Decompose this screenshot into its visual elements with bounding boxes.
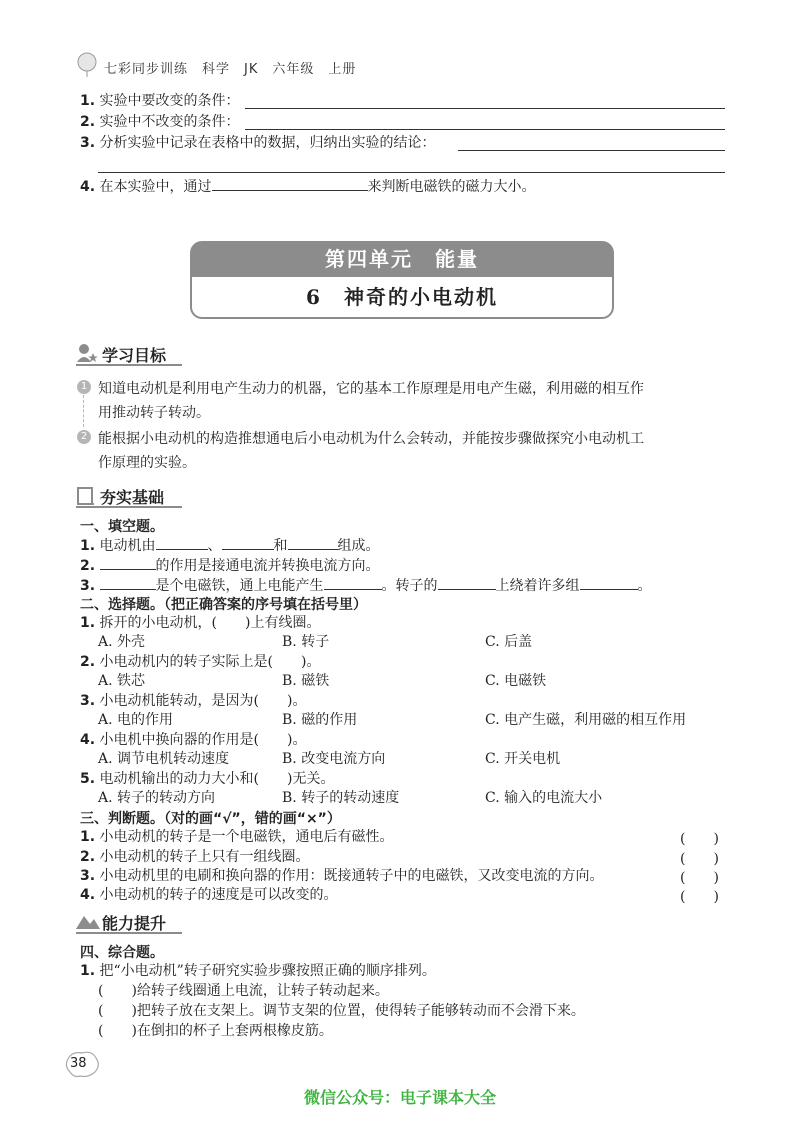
choice-option-b[interactable]: B. 转子的转动速度 xyxy=(282,790,400,806)
choice-option-a[interactable]: A. 调节电机转动速度 xyxy=(98,751,230,767)
choice-option-a[interactable]: A. 外壳 xyxy=(98,634,146,650)
fill-question-3: 3. 是个电磁铁，通上电能产生 。转子的 上绕着许多组 。 xyxy=(80,575,652,595)
mountain-icon xyxy=(76,912,100,930)
heading-underline xyxy=(76,364,182,366)
answer-paren[interactable]: ( ) xyxy=(680,851,719,867)
footer-watermark: 微信公众号：电子课本大全 xyxy=(303,1088,496,1107)
blank[interactable] xyxy=(580,575,638,590)
blank[interactable] xyxy=(288,535,338,550)
judge-question-4: 4. 小电动机的转子的速度是可以改变的。 xyxy=(80,887,338,903)
page-number: 38 xyxy=(70,1056,87,1071)
answer-paren[interactable]: ( ) xyxy=(680,870,719,886)
book-icon xyxy=(76,486,96,506)
choice-option-b[interactable]: B. 磁的作用 xyxy=(282,712,358,728)
blank[interactable] xyxy=(324,575,382,590)
answer-line[interactable] xyxy=(98,172,725,173)
prev-question-3: 3. 分析实验中记录在表格中的数据，归纳出实验的结论： xyxy=(80,135,436,151)
choice-option-c[interactable]: C. 输入的电流大小 xyxy=(485,790,603,806)
choice-option-b[interactable]: B. 转子 xyxy=(282,634,330,650)
answer-line[interactable] xyxy=(245,129,725,130)
goal-number-badge: 1 xyxy=(77,380,91,394)
choice-option-b[interactable]: B. 改变电流方向 xyxy=(282,751,386,767)
choice-question-1: 1. 拆开的小电动机，( )上有线圈。 xyxy=(80,615,321,631)
goal-2: 能根据小电动机的构造推想通电后小电动机为什么会转动，并能按步骤做探究小电动机工 作原理的实验。 xyxy=(98,431,644,471)
blank[interactable] xyxy=(438,575,496,590)
choice-option-a[interactable]: A. 铁芯 xyxy=(98,673,146,689)
goal-1: 知道电动机是利用电产生动力的机器，它的基本工作原理是用电产生磁，利用磁的相互作 用推动转子转动。 xyxy=(98,381,644,421)
blank[interactable] xyxy=(156,535,208,550)
comprehensive-title: 四、综合题。 xyxy=(80,945,164,961)
fill-title: 一、填空题。 xyxy=(80,519,164,535)
goal-number-badge: 2 xyxy=(77,430,91,444)
lesson-title: 6 神奇的小电动机 xyxy=(190,277,614,319)
choice-option-a[interactable]: A. 转子的转动方向 xyxy=(98,790,216,806)
blank[interactable] xyxy=(100,555,156,570)
choice-option-b[interactable]: B. 磁铁 xyxy=(282,673,330,689)
goal-connector xyxy=(83,395,84,427)
basics-heading: 夯实基础 xyxy=(100,488,165,507)
answer-line[interactable] xyxy=(245,108,725,109)
judge-question-1: 1. 小电动机的转子是一个电磁铁，通电后有磁性。 xyxy=(80,829,394,845)
judge-question-2: 2. 小电动机的转子上只有一组线圈。 xyxy=(80,849,310,865)
person-star-icon xyxy=(76,343,98,363)
heading-underline xyxy=(76,932,182,934)
blank[interactable] xyxy=(212,176,368,191)
answer-paren[interactable]: ( ) xyxy=(680,831,719,847)
choice-option-a[interactable]: A. 电的作用 xyxy=(98,712,174,728)
blank[interactable] xyxy=(100,575,156,590)
choice-option-c[interactable]: C. 后盖 xyxy=(485,634,533,650)
ability-heading: 能力提升 xyxy=(102,914,167,933)
fill-question-1: 1. 电动机由 、 和 组成。 xyxy=(80,535,380,555)
balloon-logo-icon xyxy=(76,52,98,78)
choice-option-c[interactable]: C. 电产生磁，利用磁的相互作用 xyxy=(485,712,687,728)
fill-question-2: 2. 的作用是接通电流并转换电流方向。 xyxy=(80,555,380,575)
blank[interactable] xyxy=(222,535,274,550)
answer-line[interactable] xyxy=(458,150,725,151)
unit-title: 第四单元 能量 xyxy=(190,241,614,277)
step-item[interactable]: ( )在倒扣的杯子上套两根橡皮筋。 xyxy=(98,1023,333,1039)
choice-title: 二、选择题。（把正确答案的序号填在括号里） xyxy=(80,597,367,613)
prev-question-2: 2. 实验中不改变的条件： xyxy=(80,114,240,130)
judge-question-3: 3. 小电动机里的电刷和换向器的作用：既接通转子中的电磁铁，又改变电流的方向。 xyxy=(80,868,604,884)
header-title: 七彩同步训练 科学 JK 六年级 上册 xyxy=(104,62,357,77)
heading-underline xyxy=(76,506,182,508)
choice-question-4: 4. 小电机中换向器的作用是( )。 xyxy=(80,732,307,748)
choice-option-c[interactable]: C. 开关电机 xyxy=(485,751,561,767)
comprehensive-question-1: 1. 把“小电动机”转子研究实验步骤按照正确的顺序排列。 xyxy=(80,963,436,979)
prev-question-4: 4. 在本实验中，通过 来判断电磁铁的磁力大小。 xyxy=(80,176,536,196)
judge-title: 三、判断题。（对的画“√”，错的画“×”） xyxy=(80,811,341,827)
prev-question-1: 1. 实验中要改变的条件： xyxy=(80,93,240,109)
goals-heading: 学习目标 xyxy=(102,346,167,365)
answer-paren[interactable]: ( ) xyxy=(680,889,719,905)
choice-question-3: 3. 小电动机能转动，是因为( )。 xyxy=(80,693,307,709)
step-item[interactable]: ( )给转子线圈通上电流，让转子转动起来。 xyxy=(98,983,389,999)
choice-question-5: 5. 电动机输出的动力大小和( )无关。 xyxy=(80,771,335,787)
choice-option-c[interactable]: C. 电磁铁 xyxy=(485,673,547,689)
step-item[interactable]: ( )把转子放在支架上。调节支架的位置，使得转子能够转动而不会滑下来。 xyxy=(98,1003,585,1019)
choice-question-2: 2. 小电动机内的转子实际上是( )。 xyxy=(80,654,321,670)
